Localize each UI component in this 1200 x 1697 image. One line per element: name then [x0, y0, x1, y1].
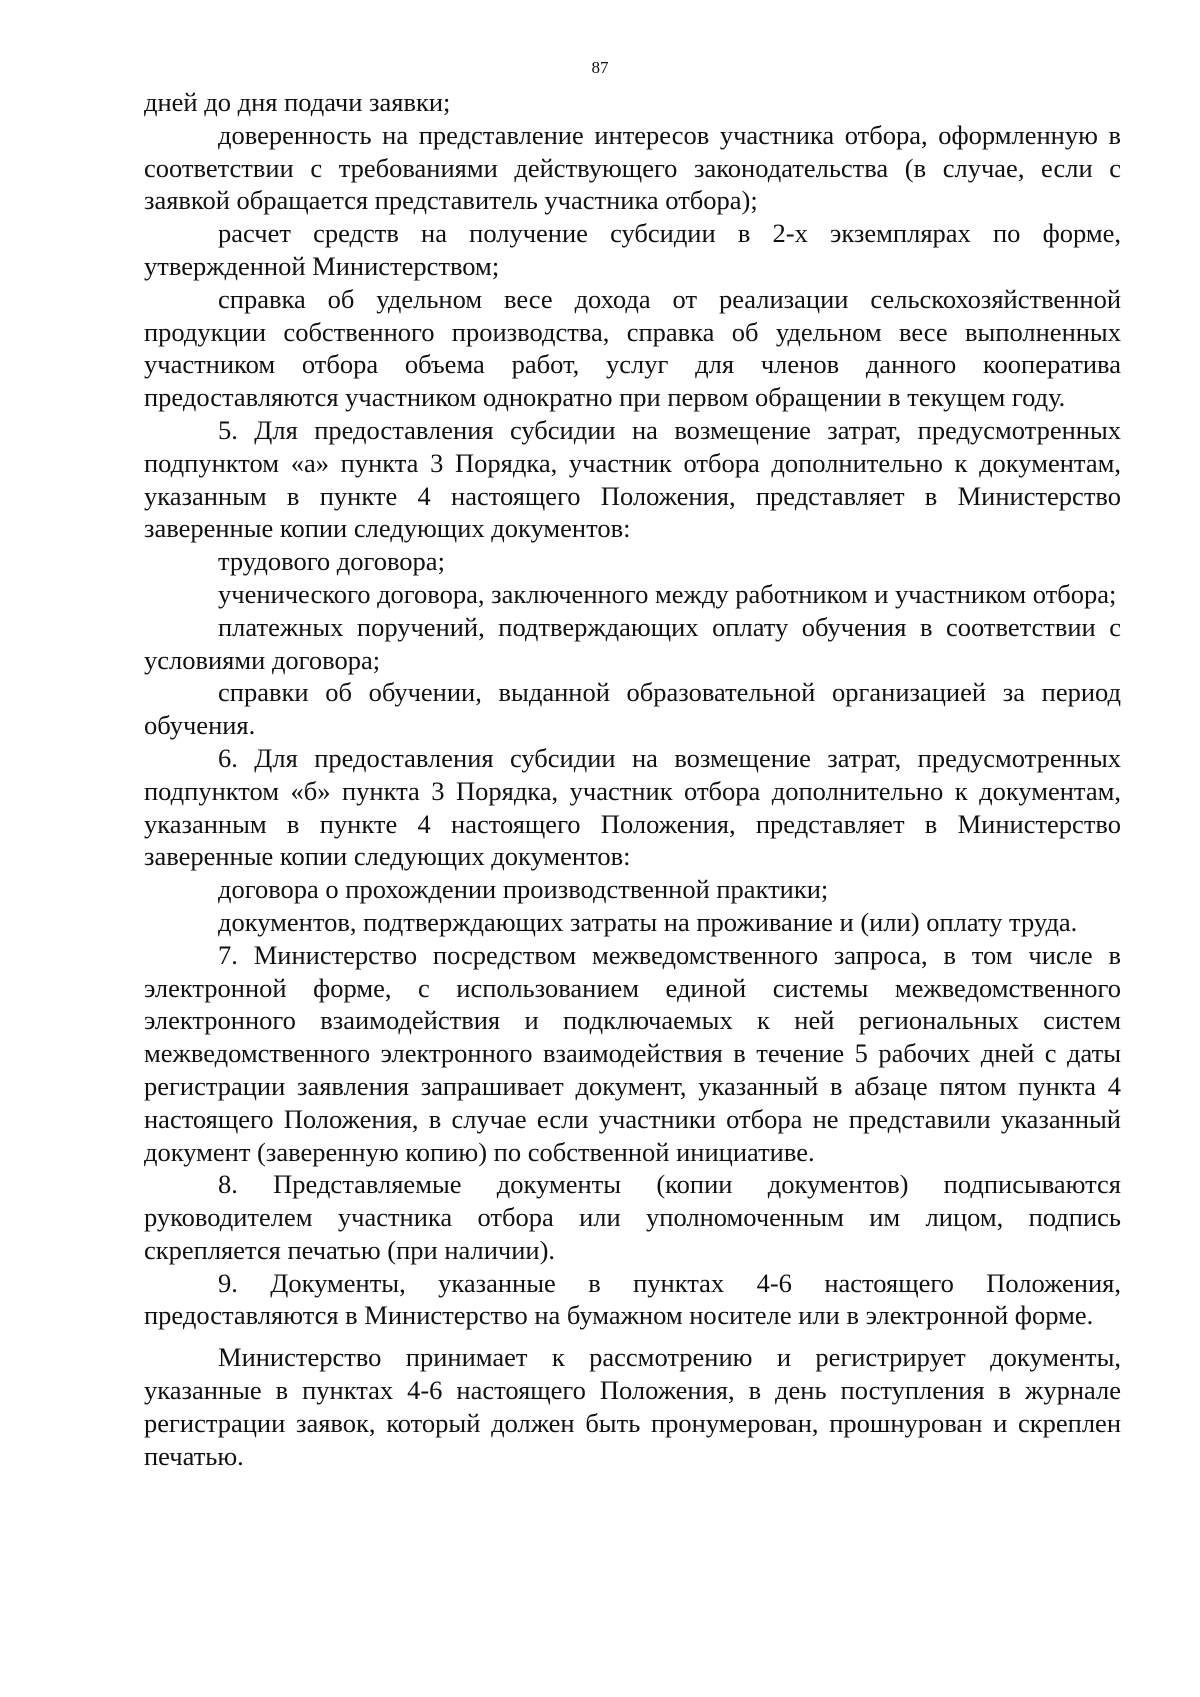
- paragraph-internship-contract: договора о прохождении производственной практики;: [218, 874, 829, 905]
- document-body: [144, 86, 1121, 1472]
- paragraph-power-of-attorney: доверенность на представление интересов участника отбора, оформленную в соответствии с требованиями действующего законодательства (в случае, если с заявкой обращается представитель участника отбора);: [144, 119, 1121, 216]
- paragraph-labor-contract: трудового договора;: [218, 546, 445, 577]
- paragraph-item-9: 9. Документы, указанные в пунктах 4-6 настоящего Положения, предоставляются в Министерство на бумажном носителе или в электронной форме.: [144, 1267, 1121, 1331]
- paragraph-item-6: 6. Для предоставления субсидии на возмещение затрат, предусмотренных подпунктом «б» пункта 3 Порядка, участник отбора дополнительно к документам, указанным в пункте 4 настоящего Положения, представляет в Министерство заверенные копии следующих документов:: [144, 742, 1121, 872]
- paragraph-income-share-certificate: справка об удельном весе дохода от реализации сельскохозяйственной продукции собственного производства, справка об удельном весе выполненных участником отбора объема работ, услуг для членов данного кооператива предоставляются участником однократно при первом обращении в текущем году.: [144, 283, 1121, 413]
- page-number: 87: [591, 58, 609, 77]
- paragraph-item-8: 8. Представляемые документы (копии документов) подписываются руководителем участника отбора или уполномоченным им лицом, подпись скрепляется печатью (при наличии).: [144, 1169, 1121, 1265]
- paragraph-apprenticeship-contract: ученического договора, заключенного между работником и участником отбора;: [218, 578, 1117, 609]
- paragraph-training-certificate: справки об обучении, выданной образовательной организацией за период обучения.: [144, 677, 1121, 741]
- paragraph-item-5: 5. Для предоставления субсидии на возмещение затрат, предусмотренных подпунктом «а» пункта 3 Порядка, участник отбора дополнительно к документам, указанным в пункте 4 настоящего Положения, представляет в Министерство заверенные копии следующих документов:: [144, 414, 1121, 544]
- paragraph-payment-orders: платежных поручений, подтверждающих оплату обучения в соответствии с условиями договора;: [144, 611, 1121, 675]
- paragraph-item-7: 7. Министерство посредством межведомственного запроса, в том числе в электронной форме, с использованием единой системы межведомственного электронного взаимодействия и подключаемых к ней региональных систем межведомственного электронного взаимодействия в течение 5 рабочих дней с даты регистрации заявления запрашивает документ, указанный в абзаце пятом пункта 4 настоящего Положения, в случае если участники отбора не представили указанный документ (заверенную копию) по собственной инициативе.: [144, 939, 1121, 1167]
- paragraph-registration: Министерство принимает к рассмотрению и регистрирует документы, указанные в пунктах 4-6 настоящего Положения, в день поступления в журнале регистрации заявок, который должен быть пронумерован, прошнурован и скреплен печатью.: [144, 1342, 1121, 1471]
- paragraph-subsidy-calculation: расчет средств на получение субсидии в 2-х экземплярах по форме, утвержденной Министерством;: [144, 218, 1121, 281]
- paragraph-continuation: дней до дня подачи заявки;: [144, 87, 451, 117]
- paragraph-expense-documents: документов, подтверждающих затраты на проживание и (или) оплату труда.: [218, 906, 1078, 937]
